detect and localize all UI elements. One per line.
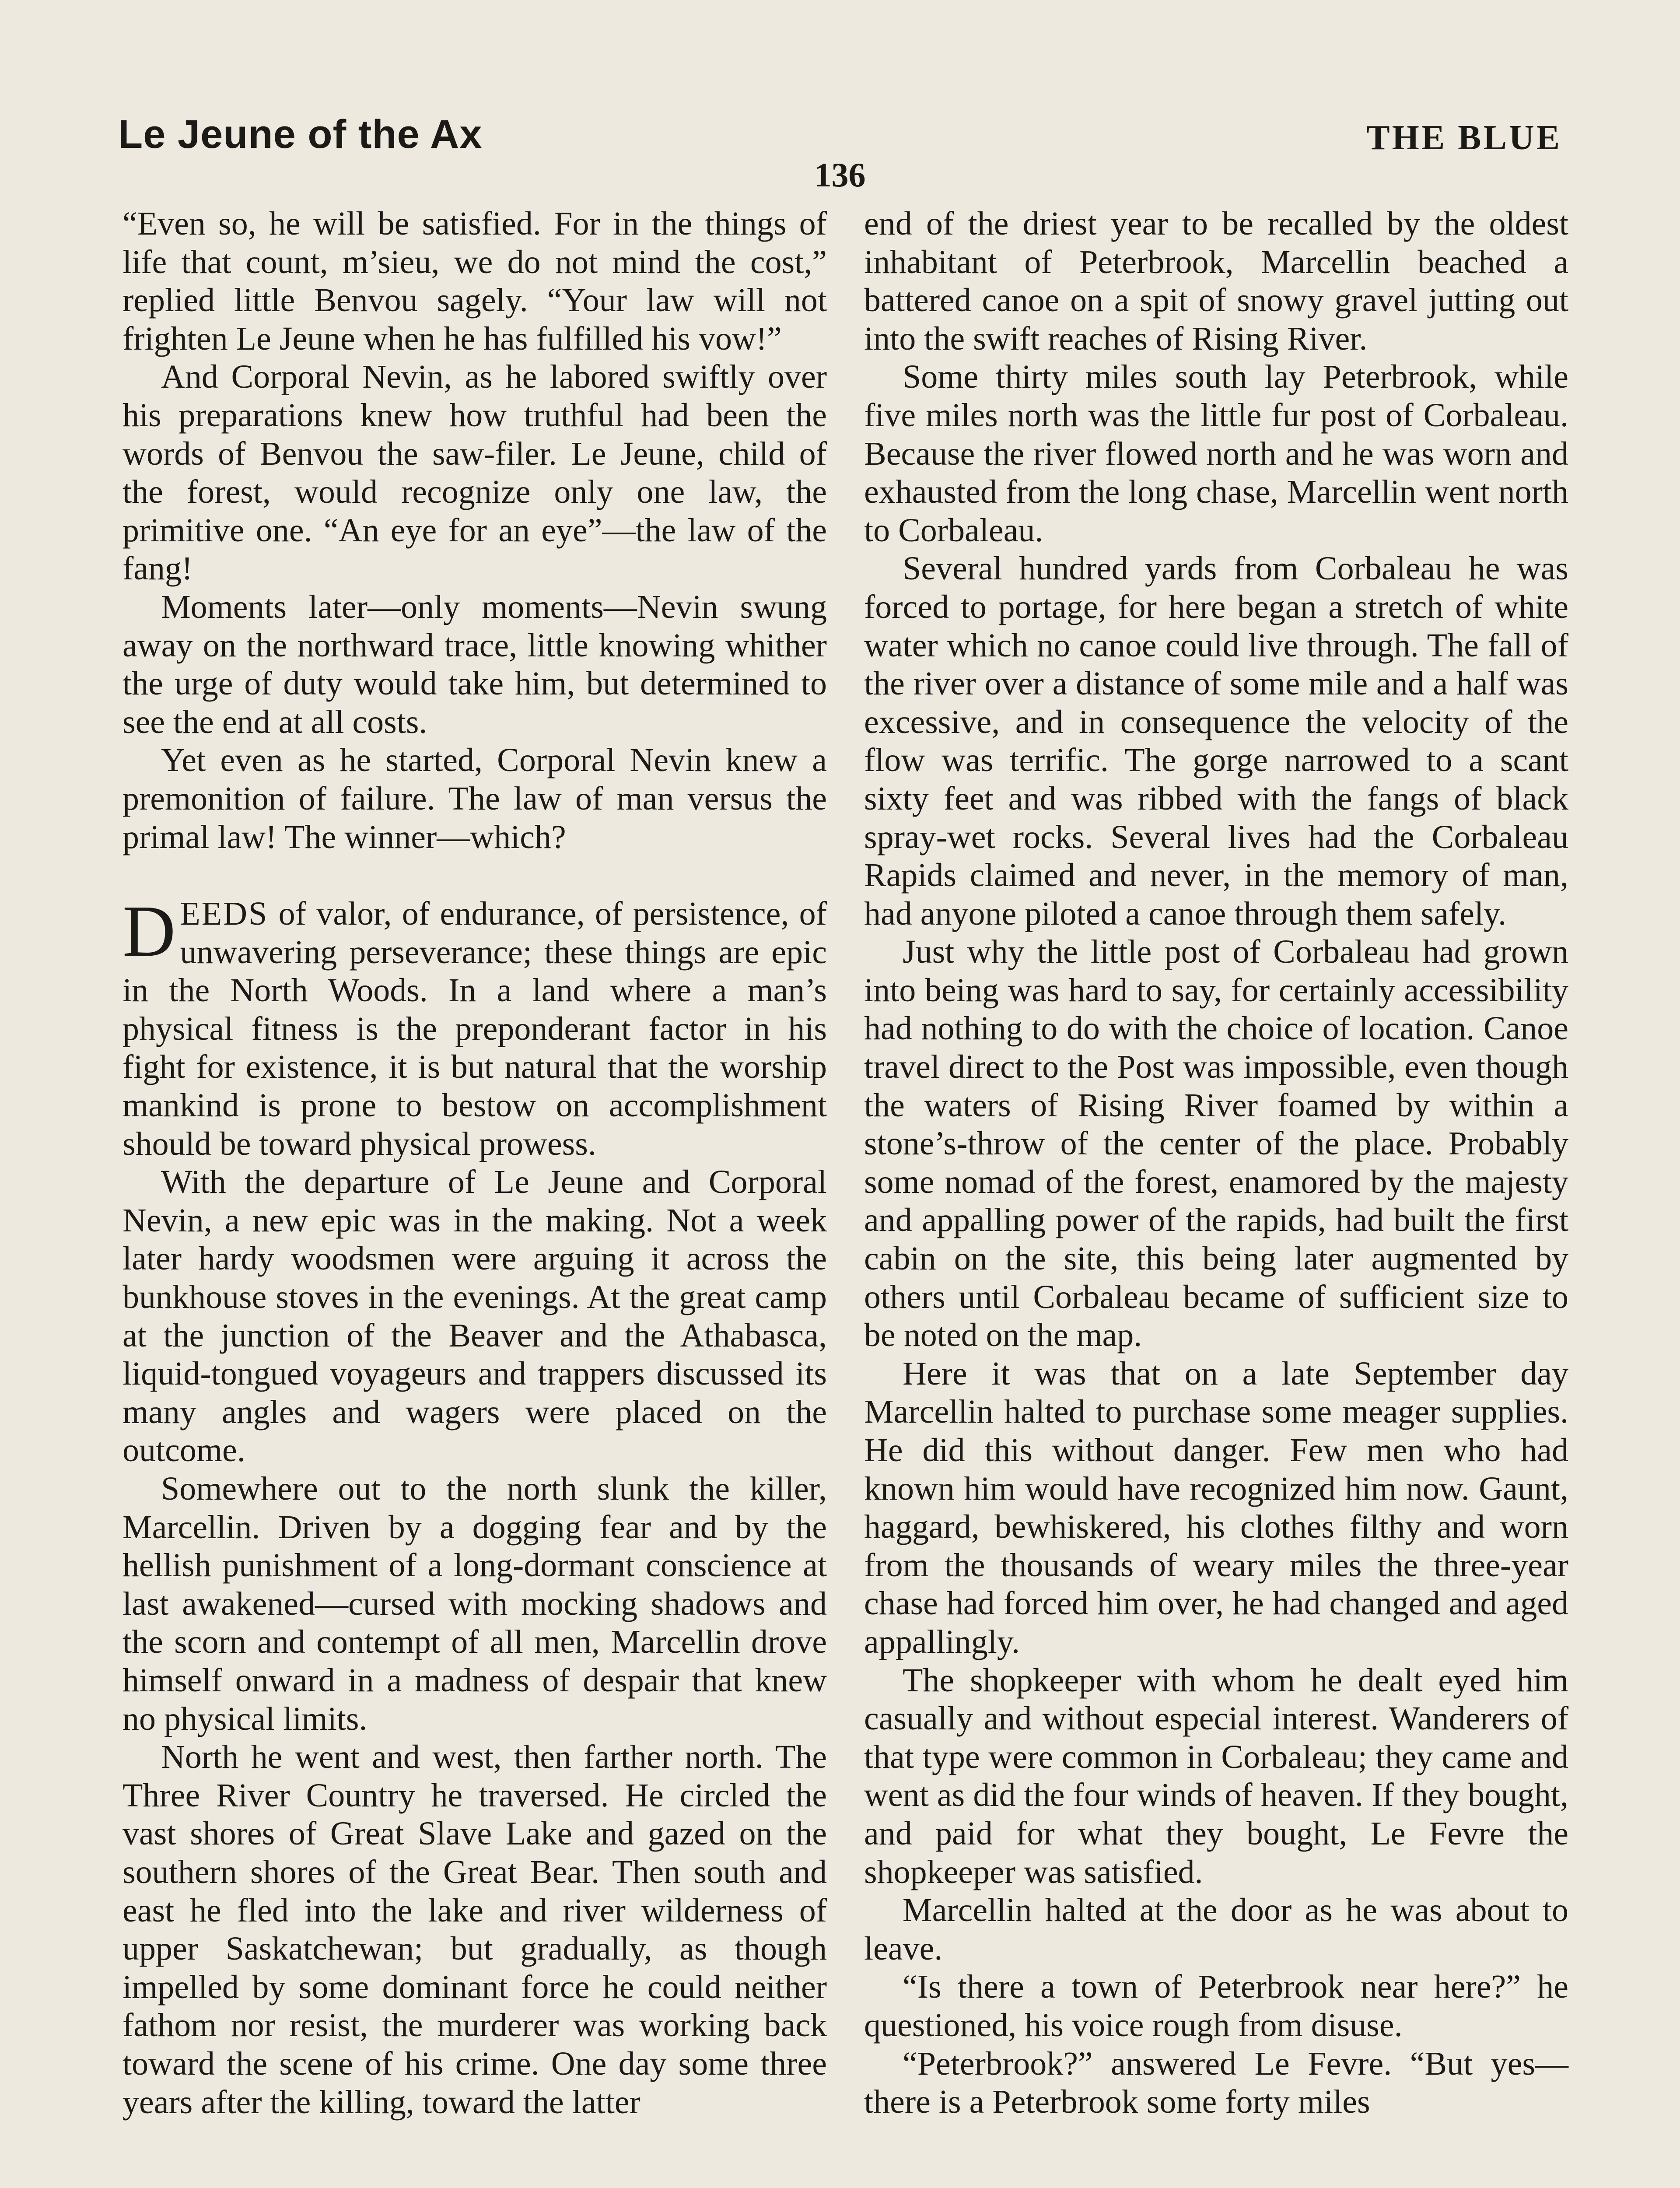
paragraph: “Is there a town of Peterbrook near here?” he questioned, his voice rough from disuse. xyxy=(864,1968,1568,2044)
paragraph: “Peterbrook?” answered Le Fevre. “But yes—there is a Peterbrook some forty miles xyxy=(864,2045,1568,2121)
paragraph: Marcellin halted at the door as he was about to leave. xyxy=(864,1892,1568,1967)
paragraph: Somewhere out to the north slunk the killer, Marcellin. Driven by a dogging fear and by the hellish punishment of a long-dormant conscience at last awakened—cursed with mocking shadows and the scorn and contempt of all men, Marcellin drove himself onward in a madness of despair that knew no physical limits. xyxy=(122,1470,827,1737)
paragraph: Several hundred yards from Corbaleau he was forced to portage, for here began a stretch of white water which no canoe could live through. The fall of the river over a distance of some mile and a half was excessive, and in consequence the velocity of the flow was terrific. The gorge narrowed to a scant sixty feet and was ribbed with the fangs of black spray-wet rocks. Several lives had the Corbaleau Rapids claimed and never, in the memory of man, had anyone piloted a canoe through them safely. xyxy=(864,550,1568,932)
right-column xyxy=(864,205,1568,2121)
paragraph: Yet even as he started, Corporal Nevin knew a premonition of failure. The law of man versus the primal law! The winner—which? xyxy=(122,742,827,856)
paragraph: Some thirty miles south lay Peterbrook, while five miles north was the little fur post of Corbaleau. Because the river flowed north and he was worn and exhausted from the long chase, Marcellin went north to Corbaleau. xyxy=(864,358,1568,549)
page-number: 136 xyxy=(814,156,866,194)
paragraph: The shopkeeper with whom he dealt eyed him casually and without especial interest. Wanderers of that type were common in Corbaleau; they came and went as did the four winds of heaven. If they bought, and paid for what they bought, Le Fevre the shopkeeper was satisfied. xyxy=(864,1662,1568,1890)
paragraph: And Corporal Nevin, as he labored swiftly over his preparations knew how truthful had been the words of Benvou the saw-filer. Le Jeune, child of the forest, would recognize only one law, the primitive one. “An eye for an eye”—the law of the fang! xyxy=(122,358,827,587)
section-start-paragraph xyxy=(122,891,827,1163)
paragraph: Here it was that on a late September day Marcellin halted to purchase some meager supplies. He did this without danger. Few men who had known him would have recognized him now. Gaunt, haggard, bewhiskered, his clothes filthy and worn from the thousands of weary miles the three-year chase had forced him over, he had changed and aged appallingly. xyxy=(864,1355,1568,1660)
paragraph-text: of valor, of endurance, of persistence, of unwavering perseverance; these things are epic in the North Woods. In a land where a man’s physical fitness is the preponderant factor in his fight for existence, it is but natural that the worship mankind is prone to bestow on accomplishment should be toward physical prowess. xyxy=(122,895,827,1162)
magazine-title: THE BLUE xyxy=(1366,119,1562,157)
drop-cap: D xyxy=(122,891,176,972)
paragraph: North he went and west, then farther north. The Three River Country he traversed. He circled the vast shores of Great Slave Lake and gazed on the southern shores of the Great Bear. Then south and east he fled into the lake and river wilderness of upper Saskatchewan; but gradually, as though impelled by some dominant force he could neither fathom nor resist, the murderer was working back toward the scene of his crime. One day some three years after the killing, toward the latter xyxy=(122,1739,827,2121)
running-title: Le Jeune of the Ax xyxy=(118,112,483,157)
paragraph: With the departure of Le Jeune and Corporal Nevin, a new epic was in the making. Not a week later hardy woodsmen were arguing it across the bunkhouse stoves in the evenings. At the great camp at the junction of the Beaver and the Athabasca, liquid-tongued voyageurs and trappers discussed its many angles and wagers were placed on the outcome. xyxy=(122,1164,827,1469)
paragraph: Moments later—only moments—Nevin swung away on the northward trace, little knowing whither the urge of duty would take him, but determined to see the end at all costs. xyxy=(122,588,827,740)
paragraph: “Even so, he will be satisfied. For in the things of life that count, m’sieu, we do not mind the cost,” replied little Benvou sagely. “Your law will not frighten Le Jeune when he has fulfilled his vow!” xyxy=(122,205,827,357)
left-column xyxy=(122,205,827,2121)
first-word-small-caps: EEDS xyxy=(180,895,269,933)
paragraph: Just why the little post of Corbaleau had grown into being was hard to say, for certainly accessibility had nothing to do with the choice of location. Canoe travel direct to the Post was impossible, even though the waters of Rising River foamed by within a stone’s-throw of the center of the place. Probably some nomad of the forest, enamored by the majesty and appalling power of the rapids, had built the first cabin on the site, this being later augmented by others until Corbaleau became of sufficient size to be noted on the map. xyxy=(864,933,1568,1354)
paragraph: end of the driest year to be recalled by the oldest inhabitant of Peterbrook, Marcellin beached a battered canoe on a spit of snowy gravel jutting out into the swift reaches of Rising River. xyxy=(864,205,1568,357)
